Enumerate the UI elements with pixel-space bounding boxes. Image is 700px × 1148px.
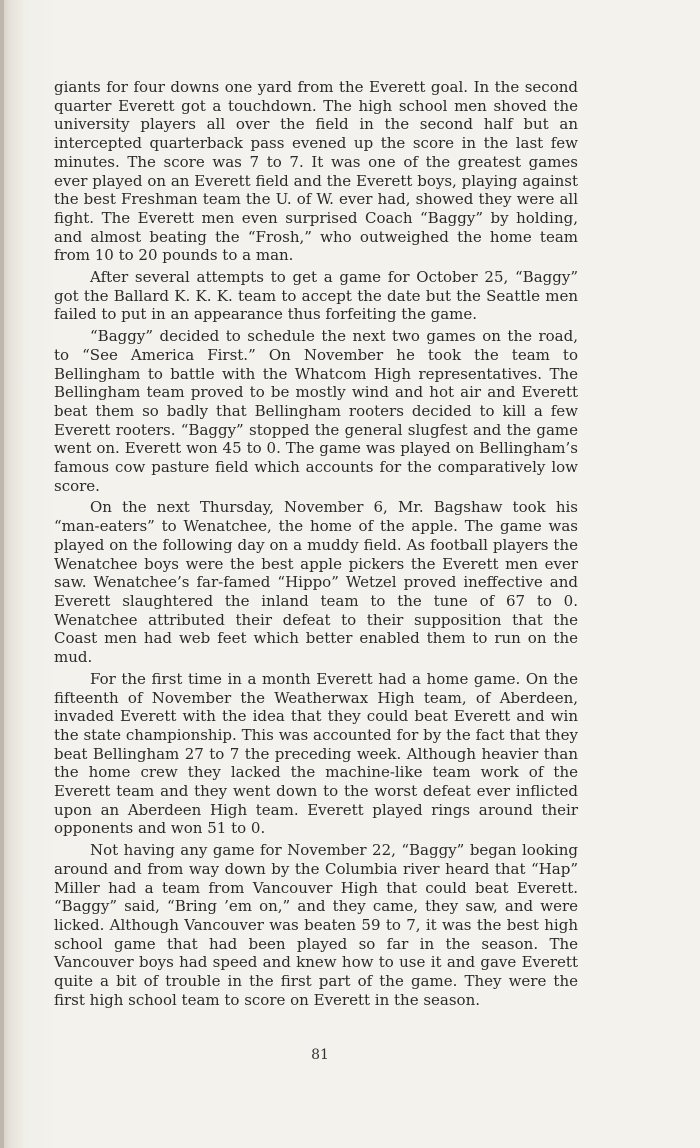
paragraph-1: giants for four downs one yard from the Everett goal. In the second quarter Everett got a touchdown. The high school men shoved the university players all over the field in the second half but an intercepted quarterback pass evened up the score in the last few minutes. The score was 7 to 7. It was one of the greatest games ever played on an Everett field and the Everett boys, playing against the best Freshman team the U. of W. ever had, showed they were all fight. The Everett men even surprised Coach “Baggy” by holding, and almost beating the “Frosh,” who outweighed the home team from 10 to 20 pounds to a man.	[54, 78, 578, 265]
paragraph-5: For the first time in a month Everett had a home game. On the fifteenth of November the Weatherwax High team, of Aberdeen, invaded Everett with the idea that they could beat Everett and win the state championship. This was accounted for by the fact that they beat Bellingham 27 to 7 the preceding week. Although heavier than the home crew they lacked the machine-like team work of the Everett team and they went down to the worst defeat ever inflicted upon an Aberdeen High team. Everett played rings around their opponents and won 51 to 0.	[54, 669, 578, 838]
page-number: 81	[311, 1047, 329, 1063]
page-gutter	[0, 0, 4, 1148]
paragraph-6: Not having any game for November 22, “Baggy” began looking around and from way down by the Columbia river heard that “Hap” Miller had a team from Vancouver High that could beat Everett. “Baggy” said, “Bring ’em on,” and they came, they saw, and were licked. Although Vancouver was beaten 59 to 7, it was the best high school game that had been played so far in the season. The Vancouver boys had speed and knew how to use it and gave Everett quite a bit of trouble in the first part of the game. They were the first high school team to score on Everett in the season.	[54, 841, 578, 1009]
paragraph-3: “Baggy” decided to schedule the next two games on the road, to “See America First.” On November he took the team to Bellingham to battle with the Whatcom High representatives. The Bellingham team proved to be mostly wind and hot air and Everett beat them so badly that Bellingham rooters decided to kill a few Everett rooters. “Baggy” stopped the general slugfest and the game went on. Everett won 45 to 0. The game was played on Bellingham’s famous cow pasture field which accounts for the comparatively low score.	[54, 327, 578, 495]
paragraph-4: On the next Thursday, November 6, Mr. Bagshaw took his “man-eaters” to Wenatchee, the home of the apple. The game was played on the following day on a muddy field. As football players the Wenatchee boys were the best apple pickers the Everett men ever saw. Wenatchee’s far-famed “Hippo” Wetzel proved ineffective and Everett slaughtered the inland team to the tune of 67 to 0. Wenatchee attributed their defeat to their supposition that the Coast men had web feet which better enabled them to run on the mud.	[54, 498, 578, 667]
body-text	[54, 78, 578, 1012]
paragraph-2: After several attempts to get a game for October 25, “Baggy” got the Ballard K. K. K. team to accept the date but the Seattle men failed to put in an appearance thus forfeiting the game.	[54, 268, 578, 324]
